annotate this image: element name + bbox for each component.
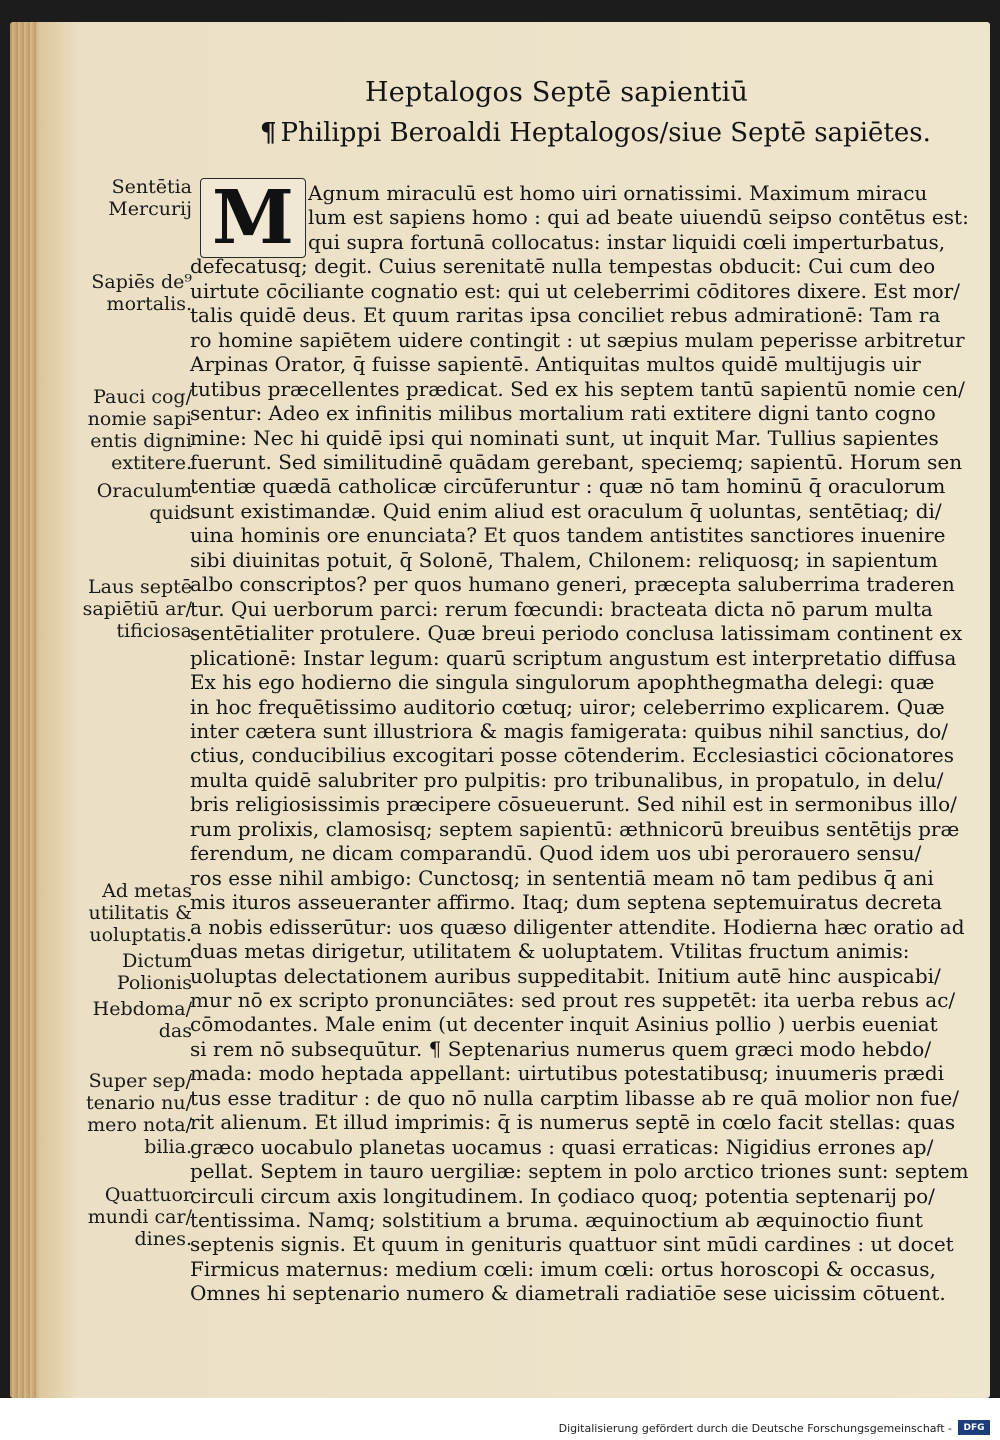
text-line: rum prolixis, clamosisq; septem sapientū: æthnicorū breuibus sentētijs præ (190, 816, 960, 841)
text-line: tur. Qui uerborum parci: rerum fœcundi: bracteata dicta nō parum multa (190, 596, 933, 621)
marginal-note-line: quid (149, 502, 192, 524)
marginal-note-line: mundi car/ (87, 1206, 192, 1228)
footer-bar (0, 1398, 1000, 1440)
marginal-note-line: Hebdoma/ (92, 998, 192, 1020)
text-line: Agnum miraculū est homo uiri ornatissimi. Maximum miracu (308, 181, 928, 205)
marginal-note (66, 386, 192, 474)
funding-credit: Digitalisierung gefördert durch die Deutsche Forschungsgemeinschaft - (558, 1422, 952, 1435)
marginal-note (66, 998, 192, 1042)
text-line: duas metas dirigetur, utilitatem & uoluptatem. Vtilitas fructum animis: (190, 939, 910, 964)
book-page (10, 22, 990, 1398)
marginal-note-line: extitere. (111, 452, 192, 474)
marginal-note (66, 1070, 192, 1158)
text-line: Firmicus maternus: medium cœli: imum cœli: ortus horoscopi & occasus, (190, 1256, 936, 1281)
text-line: ros esse nihil ambigo: Cunctosq; in sententiā meam nō tam pedibus q̄ ani (190, 865, 934, 890)
text-line: sentētialiter protulere. Quæ breui periodo conclusa latissimam continent ex (190, 621, 963, 646)
marginal-note-line: Quattuor (104, 1184, 192, 1206)
marginal-note-line: mero nota/ (87, 1114, 192, 1136)
text-line: inter cætera sunt illustriora & magis famigerata: quibus nihil sanctius, do/ (190, 718, 948, 743)
text-line: Omnes hi septenario numero & diametrali radiatiōe sese uicissim cōtuent. (190, 1281, 946, 1306)
marginal-note-line: dines. (134, 1228, 192, 1250)
running-head: Heptalogos Septē sapientiū (365, 77, 749, 108)
text-line: circuli circum axis longitudinem. In çodiaco quoq; potentia septenarij po/ (190, 1183, 935, 1208)
marginal-note-line: tificiosa (116, 620, 192, 642)
marginal-note (66, 880, 192, 946)
text-line: ro homine sapiētem uidere contingit : ut sæpius mulam peperisse arbitretur (190, 327, 965, 352)
text-line: multa quidē salubriter pro pulpitis: pro tribunalibus, in propatulo, in delu/ (190, 767, 944, 792)
section-title-text: Philippi Beroaldi Heptalogos/siue Septē sapiētes. (280, 118, 931, 148)
text-line: græco uocabulo planetas uocamus : quasi erraticas: Nigidius errones ap/ (190, 1134, 934, 1159)
text-line: uoluptas delectationem auribus suppeditabit. Initium autē hinc auspicabi/ (190, 963, 941, 988)
marginal-note-line: Pauci cog/ (93, 386, 192, 408)
text-line: tutibus præcellentes prædicat. Sed ex his septem tantū sapientū nomie cen/ (190, 376, 965, 401)
text-line: lum est sapiens homo : qui ad beate uiuendū seipso contētus est: (308, 205, 969, 230)
page-edge (10, 22, 38, 1398)
text-line: Arpinas Orator, q̄ fuisse sapientē. Antiquitas multos quidē multijugis uir (190, 352, 921, 377)
text-line: cōmodantes. Male enim (ut decenter inquit Asinius pollio ) uerbis eueniat (190, 1012, 938, 1037)
marginal-note-line: utilitatis & (88, 902, 192, 924)
marginal-note-line: Polionis (116, 972, 192, 994)
text-line: mur nō ex scripto pronunciātes: sed prout res suppetēt: ita uerba rebus ac/ (190, 987, 956, 1012)
text-line: a nobis edisserūtur: uos quæso diligenter attendite. Hodierna hæc oratio ad (190, 914, 965, 939)
marginal-note-line: Super sep/ (88, 1070, 192, 1092)
marginal-note-line: Mercurij (108, 198, 192, 220)
marginal-note (66, 176, 192, 220)
text-line: defecatusq; degit. Cuius serenitatē nulla tempestas obducit: Cui cum deo (190, 254, 936, 279)
text-line: mis ituros asseueranter affirmo. Itaq; dum septena septemuiratus decreta (190, 890, 943, 915)
marginal-note-line: Dictum (122, 950, 192, 972)
marginal-note (66, 576, 192, 642)
text-line: pellat. Septem in tauro uergiliæ: septem in polo arctico triones sunt: septem (190, 1159, 969, 1184)
main-text (190, 175, 980, 1306)
text-line: qui supra fortunā collocatus: instar liquidi cœli imperturbatus, (308, 229, 946, 254)
text-line: mada: modo heptada appellant: uirtutibus potestatibusq; inuumeris prædi (190, 1061, 945, 1086)
marginal-note (66, 1184, 192, 1250)
pilcrow-icon: ¶ (260, 118, 277, 148)
marginal-note (66, 480, 192, 524)
marginal-note-line: das (158, 1020, 192, 1042)
dfg-logo: DFG (958, 1420, 990, 1435)
marginal-note (66, 950, 192, 994)
marginal-note-line: tenario nu/ (86, 1092, 192, 1114)
initial-letter: M (212, 175, 294, 261)
text-line: septenis signis. Et quum in genituris quattuor sint mūdi cardines : ut docet (190, 1232, 954, 1257)
marginal-note-line: Ad metas (102, 880, 192, 902)
text-line: talis quidē deus. Et quum raritas ipsa conciliet rebus admirationē: Tam ra (190, 303, 941, 328)
marginal-note (66, 271, 192, 315)
text-line: rit alienum. Et illud imprimis: q̄ is numerus septē in cœlo facit stellas: quas (190, 1110, 956, 1135)
marginal-note-line: mortalis. (106, 293, 192, 315)
section-title (260, 118, 960, 148)
text-line: si rem nō subsequūtur. ¶ Septenarius numerus quem græci modo hebdo/ (190, 1036, 932, 1061)
text-line: plicationē: Instar legum: quarū scriptum angustum est interpretatio diffusa (190, 645, 957, 670)
marginal-note-line: Sapiēs de⁹ (91, 271, 192, 293)
marginal-note-line: uoluptatis. (89, 924, 192, 946)
marginal-note-line: bilia. (144, 1136, 192, 1158)
marginal-note-line: sapiētiū ar/ (82, 598, 192, 620)
text-line: sibi diuinitas potuit, q̄ Solonē, Thalem, Chilonem: reliquosq; in sapientum (190, 547, 938, 572)
text-line: ferendum, ne dicam comparandū. Quod idem uos ubi perorauero sensu/ (190, 841, 922, 866)
text-line: sunt existimandæ. Quid enim aliud est oraculum q̄ uoluntas, sentētiaq; di/ (190, 498, 942, 523)
text-line: in hoc frequētissimo auditorio cœtuq; uiror; celeberrimo explicarem. Quæ (190, 694, 945, 719)
text-line: uirtute cōciliante cognatio est: qui ut celeberrimi cōditores dixere. Est mor/ (190, 278, 960, 303)
text-line: tentissima. Namq; solstitium a bruma. æquinoctium ab æquinoctio fiunt (190, 1208, 923, 1233)
text-line: albo conscriptos? per quos humano generi, præcepta saluberrima traderen (190, 572, 955, 597)
marginal-note-line: nomie sapi (87, 408, 192, 430)
text-line: bris religiosissimis præcipere cōsueuerunt. Sed nihil est in sermonibus illo/ (190, 792, 957, 817)
text-line: fuerunt. Sed similitudinē quādam gerebant, speciemq; sapientū. Horum sen (190, 449, 963, 474)
text-line: ctius, conducibilius excogitari posse cōtenderim. Ecclesiastici cōcionatores (190, 743, 954, 768)
text-line: Ex his ego hodierno die singula singulorum apophthegmatha delegi: quæ (190, 670, 935, 695)
text-line: tus esse traditur : de quo nō nulla carptim libasse ab re quā molior non fue/ (190, 1085, 960, 1110)
text-line: sentur: Adeo ex infinitis milibus mortalium rati extitere digni tanto cogno (190, 401, 936, 426)
marginal-note-line: Oraculum (96, 480, 192, 502)
text-line: uina hominis ore enunciata? Et quos tandem antistites sanctiores inuenire (190, 523, 946, 548)
text-line: tentiæ quædā catholicæ circūferuntur : quæ nō tam hominū q̄ oraculorum (190, 474, 946, 499)
marginal-note-line: Sentētia (111, 176, 192, 198)
text-line: mine: Nec hi quidē ipsi qui nominati sunt, ut inquit Mar. Tullius sapientes (190, 425, 939, 450)
marginal-note-line: Laus septē (87, 576, 192, 598)
marginal-note-line: entis digni (90, 430, 192, 452)
